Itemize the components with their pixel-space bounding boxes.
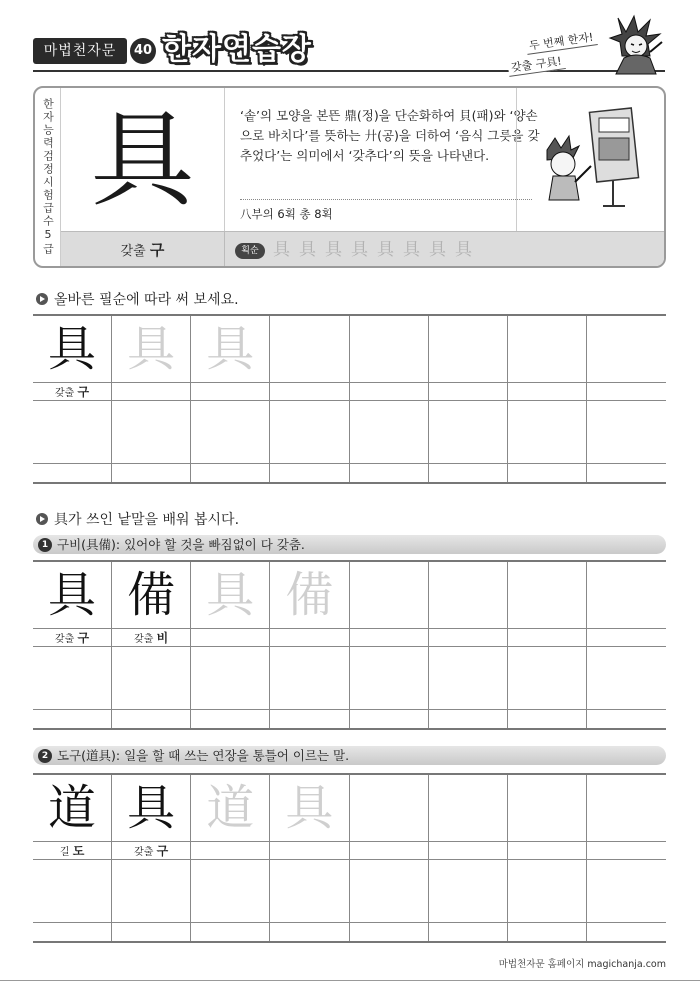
stroke-order-sequence: 具具具具具具具具: [273, 240, 481, 260]
practice-cell-blank[interactable]: [112, 401, 191, 464]
practice-cell-label: [429, 629, 508, 647]
practice-cell-blank[interactable]: [270, 647, 349, 710]
page-title: 한자연습장: [162, 32, 312, 67]
practice-cell-label: [350, 923, 429, 941]
practice-cell-blank[interactable]: [429, 775, 508, 842]
practice-cell-blank[interactable]: [508, 647, 587, 710]
play-bullet-icon: [36, 293, 48, 305]
footer-homepage-link[interactable]: 마법천자문 홈페이지 magichanja.com: [498, 959, 666, 970]
practice-cell-label: [587, 629, 666, 647]
speech-tag-second: 두 번째 한자!: [525, 28, 597, 55]
practice-cell-label: [350, 842, 429, 860]
word-definition-bar-1: 1 구비(具備): 있어야 할 것을 빠짐없이 다 갖춤.: [33, 535, 666, 554]
practice-cell-blank[interactable]: [508, 562, 587, 629]
practice-cell-label: [350, 383, 429, 401]
practice-cell-label: [33, 464, 112, 482]
etymology-description: ‘솥’의 모양을 본뜬 鼎(정)을 단순화하여 貝(패)와 ‘양손으로 바치다’를 뜻하는 廾(공)을 더하여 ‘음식 그릇을 갖추었다’는 의미에서 ‘갖추다’의 뜻을 나타낸다.: [240, 108, 540, 163]
practice-cell-label: [429, 464, 508, 482]
practice-cell-label: [429, 710, 508, 728]
practice-cell-label: 갖출 비: [112, 629, 191, 647]
practice-cell-label: [587, 464, 666, 482]
practice-cell-label: [33, 710, 112, 728]
practice-cell-label: [350, 464, 429, 482]
practice-cell-blank[interactable]: [350, 775, 429, 842]
speech-tag-char: 갖출 구具!: [507, 52, 566, 77]
practice-cell-label: [191, 923, 270, 941]
practice-cell-blank[interactable]: [350, 401, 429, 464]
practice-cell-label: [270, 842, 349, 860]
practice-cell-blank[interactable]: [191, 860, 270, 923]
practice-cell-label: [191, 464, 270, 482]
practice-cell-label: [429, 383, 508, 401]
practice-cell-label: [270, 923, 349, 941]
number-circle-icon: 2: [38, 749, 52, 763]
number-circle-icon: 1: [38, 538, 52, 552]
bottom-divider: [0, 980, 700, 981]
practice-cell-label: [191, 710, 270, 728]
practice-grid-word-2: [33, 773, 666, 943]
practice-cell-blank[interactable]: [587, 316, 666, 383]
practice-cell-blank[interactable]: [350, 316, 429, 383]
section-heading-stroke-practice: 올바른 필순에 따라 써 보세요.: [36, 289, 239, 309]
practice-cell-blank[interactable]: [270, 316, 349, 383]
practice-cell-blank[interactable]: [587, 775, 666, 842]
practice-cell-blank[interactable]: [429, 860, 508, 923]
practice-cell-trace: 具: [112, 316, 191, 383]
practice-cell-trace: 具: [191, 316, 270, 383]
exam-level-label: 한자능력검정시험급수5급: [35, 88, 61, 266]
section-heading-words: 具가 쓰인 낱말을 배워 봅시다.: [36, 509, 239, 529]
practice-cell-label: [112, 923, 191, 941]
practice-cell-label: [270, 710, 349, 728]
practice-cell-label: [270, 383, 349, 401]
practice-cell-blank[interactable]: [270, 860, 349, 923]
meaning-sound: 갖출 구: [61, 232, 225, 268]
practice-cell-label: [112, 710, 191, 728]
practice-cell-label: [587, 842, 666, 860]
practice-cell-trace: 備: [270, 562, 349, 629]
practice-cell-model: 具: [33, 562, 112, 629]
practice-cell-label: [191, 383, 270, 401]
practice-cell-blank[interactable]: [112, 860, 191, 923]
radical-info: 八부의 6획 총 8획: [240, 207, 333, 221]
dotted-divider: [240, 199, 532, 200]
practice-grid-word-1: [33, 560, 666, 730]
practice-cell-blank[interactable]: [429, 647, 508, 710]
practice-cell-blank[interactable]: [429, 316, 508, 383]
mascot-illustration: [604, 12, 666, 78]
practice-cell-label: [508, 842, 587, 860]
practice-cell-blank[interactable]: [33, 647, 112, 710]
word-definition-bar-2: 2 도구(道具): 일을 할 때 쓰는 연장을 통틀어 이르는 말.: [33, 746, 666, 765]
practice-cell-blank[interactable]: [587, 647, 666, 710]
practice-cell-label: [587, 383, 666, 401]
practice-cell-blank[interactable]: [350, 860, 429, 923]
practice-cell-label: [191, 842, 270, 860]
main-character-box: [61, 88, 225, 231]
practice-cell-blank[interactable]: [587, 401, 666, 464]
card-footer-strip: [61, 231, 665, 268]
practice-cell-label: 길 도: [33, 842, 112, 860]
practice-cell-model: 備: [112, 562, 191, 629]
practice-cell-blank[interactable]: [508, 401, 587, 464]
practice-cell-label: 갖출 구: [33, 383, 112, 401]
practice-cell-blank[interactable]: [191, 401, 270, 464]
practice-cell-label: 갖출 구: [33, 629, 112, 647]
practice-cell-label: [33, 923, 112, 941]
practice-cell-label: [508, 710, 587, 728]
play-bullet-icon: [36, 513, 48, 525]
practice-cell-label: [112, 464, 191, 482]
practice-cell-blank[interactable]: [508, 860, 587, 923]
practice-cell-model: 具: [33, 316, 112, 383]
practice-cell-label: [350, 710, 429, 728]
practice-cell-blank[interactable]: [429, 401, 508, 464]
character-info-card: [33, 86, 666, 268]
practice-cell-blank[interactable]: [191, 647, 270, 710]
practice-cell-label: [508, 383, 587, 401]
practice-cell-label: [270, 629, 349, 647]
practice-cell-blank[interactable]: [112, 647, 191, 710]
practice-cell-blank[interactable]: [587, 562, 666, 629]
practice-cell-label: 갖출 구: [112, 842, 191, 860]
practice-cell-label: [508, 464, 587, 482]
practice-cell-label: [270, 464, 349, 482]
practice-cell-blank[interactable]: [270, 401, 349, 464]
header-divider: [33, 70, 665, 72]
practice-cell-blank[interactable]: [508, 316, 587, 383]
practice-cell-label: [350, 629, 429, 647]
practice-cell-trace: 具: [191, 562, 270, 629]
practice-cell-label: [112, 383, 191, 401]
book-title-badge: 마법천자문: [33, 38, 127, 64]
practice-cell-trace: 具: [270, 775, 349, 842]
practice-cell-label: [429, 923, 508, 941]
main-character: 具: [90, 98, 195, 221]
practice-cell-blank[interactable]: [587, 860, 666, 923]
practice-cell-label: [508, 629, 587, 647]
practice-cell-blank[interactable]: [350, 647, 429, 710]
practice-cell-blank[interactable]: [33, 860, 112, 923]
stroke-order-badge: 획순: [235, 243, 265, 259]
lesson-number: 40: [130, 38, 156, 64]
practice-cell-blank[interactable]: [429, 562, 508, 629]
practice-cell-label: [429, 842, 508, 860]
practice-cell-blank[interactable]: [508, 775, 587, 842]
practice-cell-model: 道: [33, 775, 112, 842]
scene-illustration-box: [516, 88, 666, 231]
practice-grid-main: [33, 314, 666, 484]
kiosk-scene-illustration: [517, 88, 666, 231]
practice-cell-trace: 道: [191, 775, 270, 842]
practice-cell-blank[interactable]: [33, 401, 112, 464]
practice-cell-label: [587, 923, 666, 941]
practice-cell-label: [191, 629, 270, 647]
practice-cell-label: [587, 710, 666, 728]
practice-cell-blank[interactable]: [350, 562, 429, 629]
practice-cell-model: 具: [112, 775, 191, 842]
practice-cell-label: [508, 923, 587, 941]
